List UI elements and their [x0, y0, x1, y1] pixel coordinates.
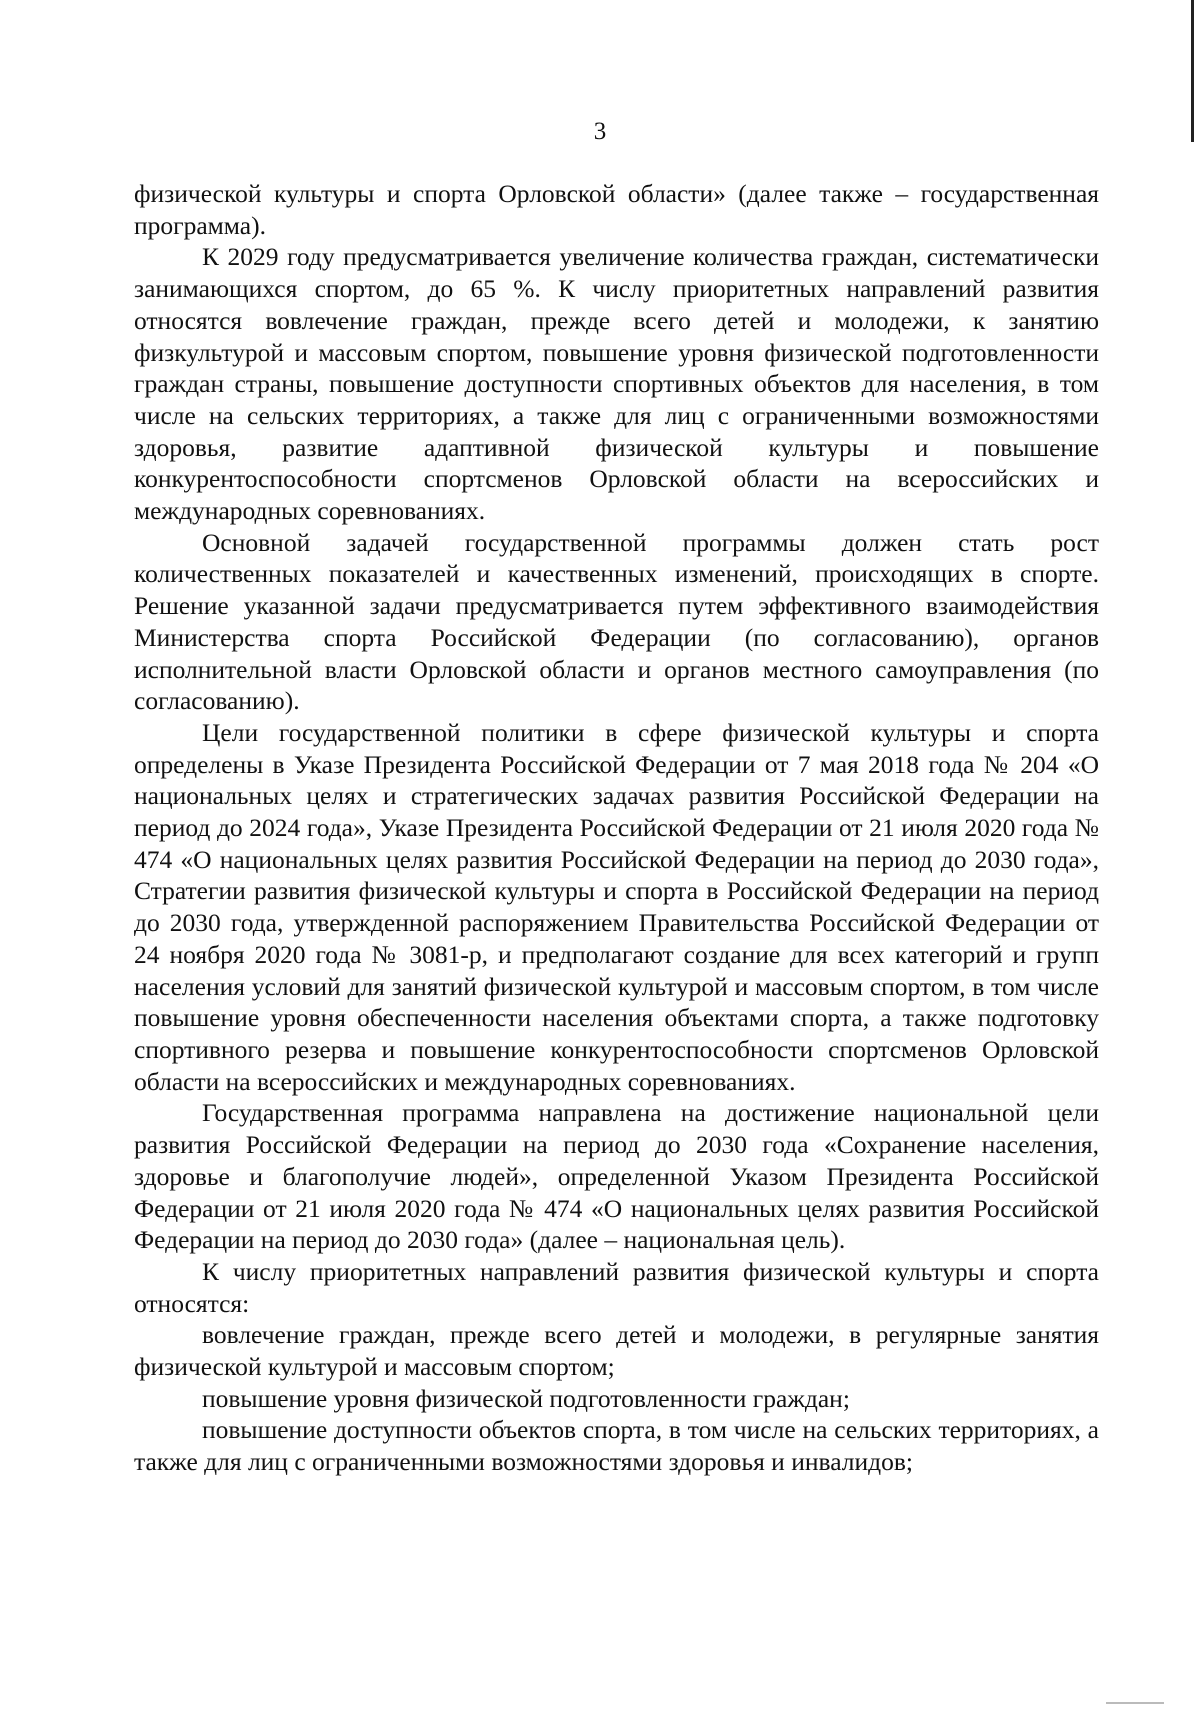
list-item-2: повышение уровня физической подготовленности граждан;	[202, 1383, 850, 1413]
paragraph-3: Основной задачей государственной программы должен стать рост количественных показателей и качественных изменений, происходящих в спорте. Решение указанной задачи предусматривается путем эффективного взаимодействия Министерства спорта Российской Федерации (по согласованию), органов исполнительной власти Орловской области и органов местного самоуправления (по согласованию).	[134, 527, 1099, 716]
paragraph-4: Цели государственной политики в сфере физической культуры и спорта определены в Указе Президента Российской Федерации от 7 мая 2018 года № 204 «О национальных целях и стратегических задачах развития Российской Федерации на период до 2024 года», Указе Президента Российской Федерации от 21 июля 2020 года № 474 «О национальных целях развития Российской Федерации на период до 2030 года», Стратегии развития физической культуры и спорта в Российской Федерации на период до 2030 года, утвержденной распоряжением Правительства Российской Федерации от 24 ноября 2020 года № 3081-р, и предполагают создание для всех категорий и групп населения условий для занятий физической культурой и массовым спортом, в том числе повышение уровня обеспеченности населения объектами спорта, а также подготовку спортивного резерва и повышение конкурентоспособности спортсменов Орловской области на всероссийских и международных соревнованиях.	[134, 717, 1099, 1096]
paragraph-1: физической культуры и спорта Орловской области» (далее также – государственная программа).	[134, 179, 1099, 240]
paragraph-5: Государственная программа направлена на достижение национальной цели развития Российской Федерации на период до 2030 года «Сохранение населения, здоровье и благополучие людей», определенной Указом Президента Российской Федерации от 21 июля 2020 года № 474 «О национальных целях развития Российской Федерации на период до 2030 года» (далее – национальная цель).	[134, 1098, 1099, 1255]
scan-corner-mark	[1106, 1702, 1164, 1704]
list-item-1: вовлечение граждан, прежде всего детей и молодежи, в регулярные занятия физической культурой и массовым спортом;	[134, 1320, 1099, 1382]
document-body	[134, 178, 1099, 1478]
page-number: 3	[593, 118, 607, 145]
paragraph-2: К 2029 году предусматривается увеличение количества граждан, систематически занимающихся спортом, до 65 %. К числу приоритетных направлений развития относятся вовлечение граждан, прежде всего детей и молодежи, к занятию физкультурой и массовым спортом, повышение уровня физической подготовленности граждан страны, повышение доступности спортивных объектов для населения, в том числе на сельских территориях, а также для лиц с ограниченными возможностями здоровья, развитие адаптивной физической культуры и повышение конкурентоспособности спортсменов Орловской области на всероссийских и международных соревнованиях.	[134, 242, 1099, 526]
list-item-3: повышение доступности объектов спорта, в том числе на сельских территориях, а также для лиц с ограниченными возможностями здоровья и инвалидов;	[134, 1415, 1099, 1477]
paragraph-6: К числу приоритетных направлений развития физической культуры и спорта относятся:	[134, 1256, 1099, 1318]
